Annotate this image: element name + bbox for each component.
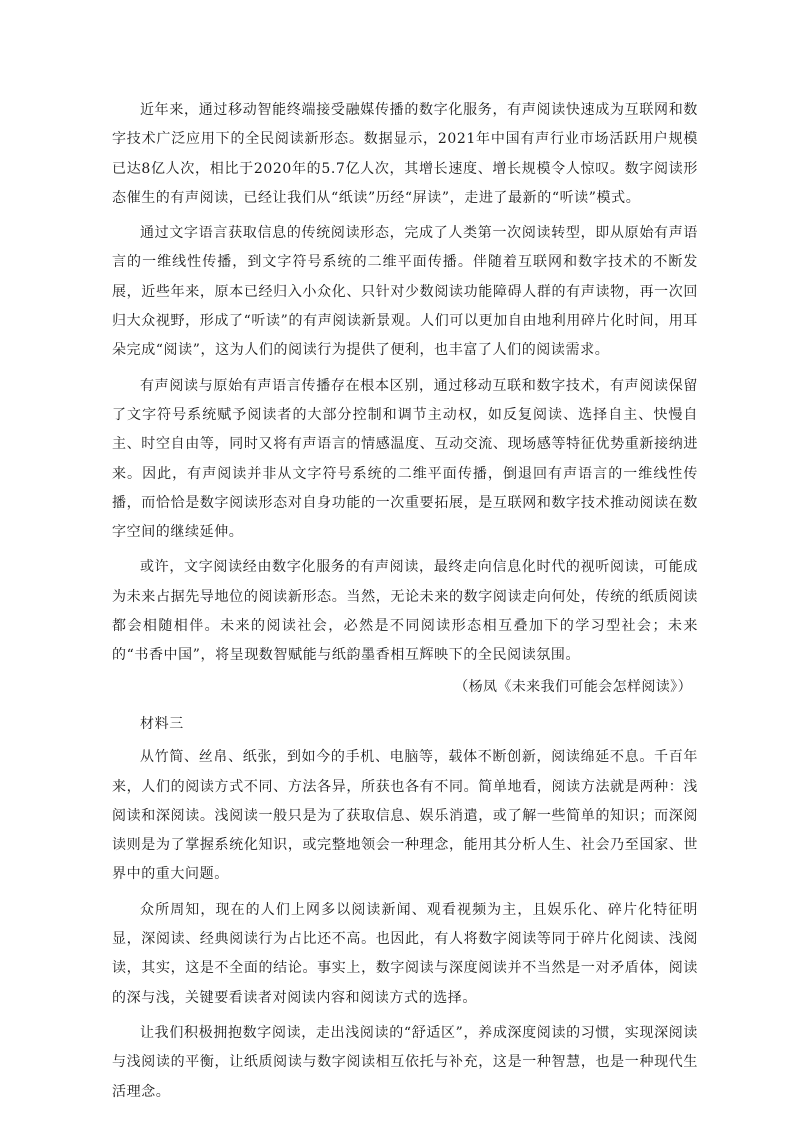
article-paragraph-3: 有声阅读与原始有声语言传播存在根本区别，通过移动互联和数字技术，有声阅读保留了文字符号系统赋予阅读者的大部分控制和调节主动权，如反复阅读、选择自主、快慢自主、时空自由等，同时又将有声语言的情感温度、互动交流、现场感等特征优势重新接纳进来。因此，有声阅读并非从文字符号系统的二维平面传播，倒退回有声语言的一维线性传播，而恰恰是数字阅读形态对自身功能的一次重要拓展，是互联网和数字技术推动阅读在数字空间的继续延伸。 [112, 377, 698, 541]
material3-heading: 材料三 [140, 715, 184, 732]
article-paragraph-2: 通过文字语言获取信息的传统阅读形态，完成了人类第一次阅读转型，即从原始有声语言的一维线性传播，到文字符号系统的二维平面传播。伴随着互联网和数字技术的不断发展，近些年来，原本已经归入小众化、只针对少数阅读功能障碍人群的有声读物，再一次回归大众视野，形成了“听读”的有声阅读新景观。人们可以更加自由地利用碎片化时间，用耳朵完成“阅读”，这为人们的阅读行为提供了便利，也丰富了人们的阅读需求。 [112, 225, 698, 359]
document-page [112, 96, 698, 1107]
article-paragraph-1: 近年来，通过移动智能终端接受融媒传播的数字化服务，有声阅读快速成为互联网和数字技术广泛应用下的全民阅读新形态。数据显示，2021年中国有声行业市场活跃用户规模已达8亿人次，相比于2020年的5.7亿人次，其增长速度、增长规模令人惊叹。数字阅读形态催生的有声阅读，已经让我们从“纸读”历经“屏读”，走进了最新的“听读”模式。 [112, 102, 698, 206]
article-source: （杨凤《未来我们可能会怎样阅读》） [454, 678, 692, 695]
material3-paragraph-2: 众所周知，现在的人们上网多以阅读新闻、观看视频为主，且娱乐化、碎片化特征明显，深阅读、经典阅读行为占比还不高。也因此，有人将数字阅读等同于碎片化阅读、浅阅读，其实，这是不全面的结论。事实上，数字阅读与深度阅读并不当然是一对矛盾体，阅读的深与浅，关键要看读者对阅读内容和阅读方式的选择。 [112, 901, 698, 1006]
material3-paragraph-3: 让我们积极拥抱数字阅读，走出浅阅读的“舒适区”，养成深度阅读的习惯，实现深阅读与浅阅读的平衡，让纸质阅读与数字阅读相互依托与补充，这是一种智慧，也是一种现代生活理念。 [112, 1024, 698, 1100]
material3-paragraph-1: 从竹简、丝帛、纸张，到如今的手机、电脑等，载体不断创新，阅读绵延不息。千百年来，人们的阅读方式不同、方法各异，所获也各有不同。简单地看，阅读方法就是两种：浅阅读和深阅读。浅阅读一般只是为了获取信息、娱乐消遣，或了解一些简单的知识；而深阅读则是为了掌握系统化知识，或完整地领会一种理念，能用其分析人生、社会乃至国家、世界中的重大问题。 [112, 749, 698, 883]
article-paragraph-4: 或许，文字阅读经由数字化服务的有声阅读，最终走向信息化时代的视听阅读，可能成为未来占据先导地位的阅读新形态。当然，无论未来的数字阅读走向何处，传统的纸质阅读都会相随相伴。未来的阅读社会，必然是不同阅读形态相互叠加下的学习型社会；未来的“书香中国”，将呈现数智赋能与纸韵墨香相互辉映下的全民阅读氛围。 [112, 559, 698, 664]
